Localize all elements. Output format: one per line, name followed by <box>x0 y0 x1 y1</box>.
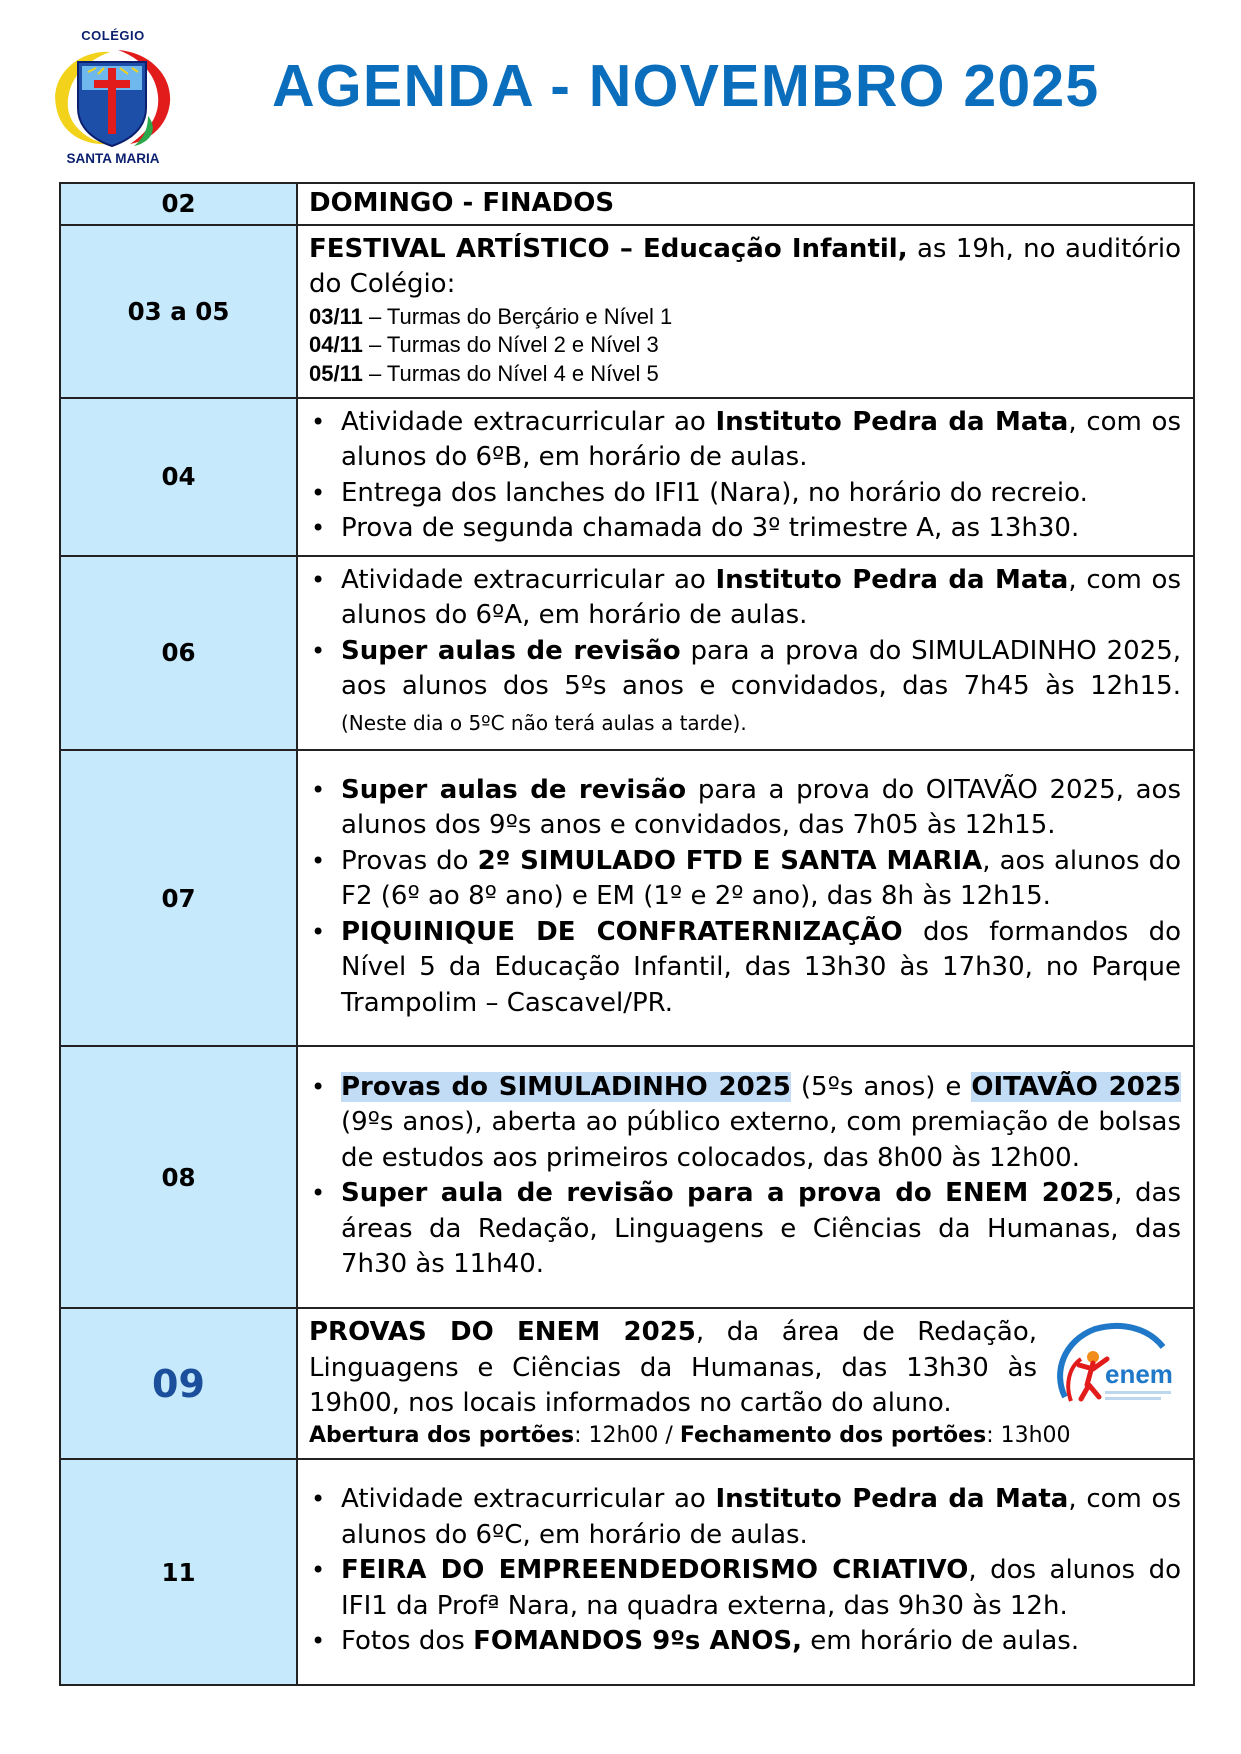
list-item <box>309 360 1181 389</box>
event-text: Provas do <box>341 845 478 876</box>
table-row <box>60 1308 1194 1459</box>
list-item <box>309 773 1181 844</box>
item-date: 03/11 <box>309 303 363 329</box>
item-date: 04/11 <box>309 332 363 358</box>
event-text: : 13h00 <box>986 1422 1071 1448</box>
event-text: , aos alunos do F2 (6º ao 8º ano) e EM (1º e 2º ano), das 8h às 12h15. <box>341 845 1182 912</box>
event-title: FESTIVAL ARTÍSTICO – Educação Infantil, <box>309 233 908 264</box>
logo-bottom-text: SANTA MARIA <box>66 151 160 166</box>
table-row <box>60 225 1194 398</box>
event-text: , das áreas da Redação, Linguagens e Ciências da Humanas, das 7h30 às 11h40. <box>341 1178 1181 1279</box>
event-strong: PROVAS DO ENEM 2025 <box>309 1317 696 1348</box>
event-text: : 12h00 / <box>574 1422 680 1448</box>
item-text: – Turmas do Nível 2 e Nível 3 <box>362 332 659 358</box>
event-title: DOMINGO - FINADOS <box>309 188 615 218</box>
date-cell: 07 <box>60 750 297 1046</box>
list-item <box>309 331 1181 360</box>
event-strong: Fechamento dos portões <box>679 1422 987 1448</box>
event-strong: PIQUINIQUE DE CONFRATERNIZAÇÃO <box>341 916 903 947</box>
table-row <box>60 398 1194 556</box>
event-text: Atividade extracurricular ao <box>341 564 716 595</box>
event-cell <box>297 398 1194 556</box>
list-item <box>309 915 1181 1022</box>
list-item <box>309 1624 1181 1660</box>
gates-line <box>309 1422 1181 1450</box>
event-text: (9ºs anos), aberta ao público externo, com premiação de bolsas de estudos aos primeiros colocados, das 8h00 às 12h00. <box>341 1107 1181 1173</box>
list-item <box>309 634 1181 742</box>
table-row <box>60 556 1194 751</box>
table-row <box>60 1046 1194 1308</box>
event-cell <box>297 183 1194 225</box>
event-strong: Instituto Pedra da Mata <box>715 1484 1069 1515</box>
school-crest-icon <box>48 46 178 150</box>
date-cell: 04 <box>60 398 297 556</box>
event-cell <box>297 225 1194 398</box>
event-strong: Abertura dos portões <box>309 1422 575 1448</box>
event-text: para a prova do OITAVÃO 2025, aos alunos dos 9ºs anos e convidados, das 7h05 às 12h15. <box>341 774 1181 841</box>
event-text: as 19h, no auditório do Colégio: <box>309 233 1182 300</box>
event-text: , dos alunos do IFI1 da Profª Nara, na quadra externa, das 9h30 às 12h. <box>341 1555 1181 1621</box>
list-item <box>309 476 1181 512</box>
event-strong: FEIRA DO EMPREENDEDORISMO CRIATIVO <box>341 1555 969 1586</box>
date-cell: 11 <box>60 1459 297 1685</box>
event-cell <box>297 1308 1194 1459</box>
event-note: (Neste dia o 5ºC não terá aulas a tarde). <box>341 710 747 735</box>
table-row <box>60 183 1194 225</box>
event-text: Atividade extracurricular ao <box>341 406 716 437</box>
logo-top-text: COLÉGIO <box>81 28 145 43</box>
list-item <box>309 303 1181 332</box>
date-cell: 09 <box>60 1308 297 1459</box>
event-text: para a prova do SIMULADINHO 2025, aos alunos dos 5ºs anos e convidados, das 7h45 às 12h15. <box>341 635 1182 701</box>
event-strong: 2º SIMULADO FTD E SANTA MARIA <box>477 845 983 876</box>
enem-logo-icon <box>1045 1319 1181 1419</box>
item-text: – Turmas do Nível 4 e Nível 5 <box>362 360 659 386</box>
table-row <box>60 750 1194 1046</box>
date-cell: 08 <box>60 1046 297 1308</box>
event-text: , com os alunos do 6ºA, em horário de aulas. <box>341 564 1181 630</box>
list-item <box>309 1553 1181 1624</box>
date-cell: 06 <box>60 556 297 751</box>
event-text: Prova de segunda chamada do 3º trimestre A, as 13h30. <box>341 513 1080 543</box>
event-text: (5ºs anos) e <box>790 1071 972 1102</box>
date-cell: 02 <box>60 183 297 225</box>
enem-logo-text: enem <box>1105 1359 1173 1390</box>
agenda-table <box>59 182 1195 1686</box>
highlighted-text: Provas do SIMULADINHO 2025 <box>341 1071 791 1102</box>
event-text: Fotos dos <box>341 1626 474 1657</box>
event-strong: Instituto Pedra da Mata <box>715 564 1069 595</box>
event-text: Atividade extracurricular ao <box>341 1484 716 1515</box>
list-item <box>309 405 1181 476</box>
event-text: em horário de aulas. <box>802 1626 1080 1657</box>
event-cell <box>297 1046 1194 1308</box>
event-cell <box>297 750 1194 1046</box>
event-text: , com os alunos do 6ºB, em horário de aulas. <box>341 406 1181 472</box>
table-row <box>60 1459 1194 1685</box>
event-text: Entrega dos lanches do IFI1 (Nara), no horário do recreio. <box>341 477 1088 508</box>
event-cell <box>297 1459 1194 1685</box>
item-text: – Turmas do Berçário e Nível 1 <box>362 303 673 329</box>
event-strong: FOMANDOS 9ºs ANOS, <box>473 1626 803 1657</box>
event-strong: Instituto Pedra da Mata <box>715 406 1069 437</box>
event-strong: Super aulas de revisão <box>341 774 687 805</box>
highlighted-text: OITAVÃO 2025 <box>971 1071 1181 1102</box>
list-item <box>309 511 1181 547</box>
event-text: , da área de Redação, Linguagens e Ciências da Humanas, das 13h30 às 19h00, nos locais informados no cartão do aluno. <box>309 1317 1038 1419</box>
list-item <box>309 844 1181 915</box>
list-item <box>309 1070 1181 1177</box>
list-item <box>309 1176 1181 1283</box>
item-date: 05/11 <box>309 360 363 386</box>
event-cell <box>297 556 1194 751</box>
list-item <box>309 563 1181 634</box>
page-title: AGENDA - NOVEMBRO 2025 <box>272 53 1100 119</box>
date-cell: 03 a 05 <box>60 225 297 398</box>
event-strong: Super aulas de revisão <box>341 635 681 666</box>
school-logo <box>44 28 182 168</box>
event-text: dos formandos do Nível 5 da Educação Infantil, das 13h30 às 17h30, no Parque Trampolim – Cascavel/PR. <box>341 916 1181 1018</box>
event-text: , com os alunos do 6ºC, em horário de aulas. <box>341 1484 1181 1550</box>
event-strong: Super aula de revisão para a prova do ENEM 2025 <box>341 1178 1115 1208</box>
list-item <box>309 1482 1181 1553</box>
